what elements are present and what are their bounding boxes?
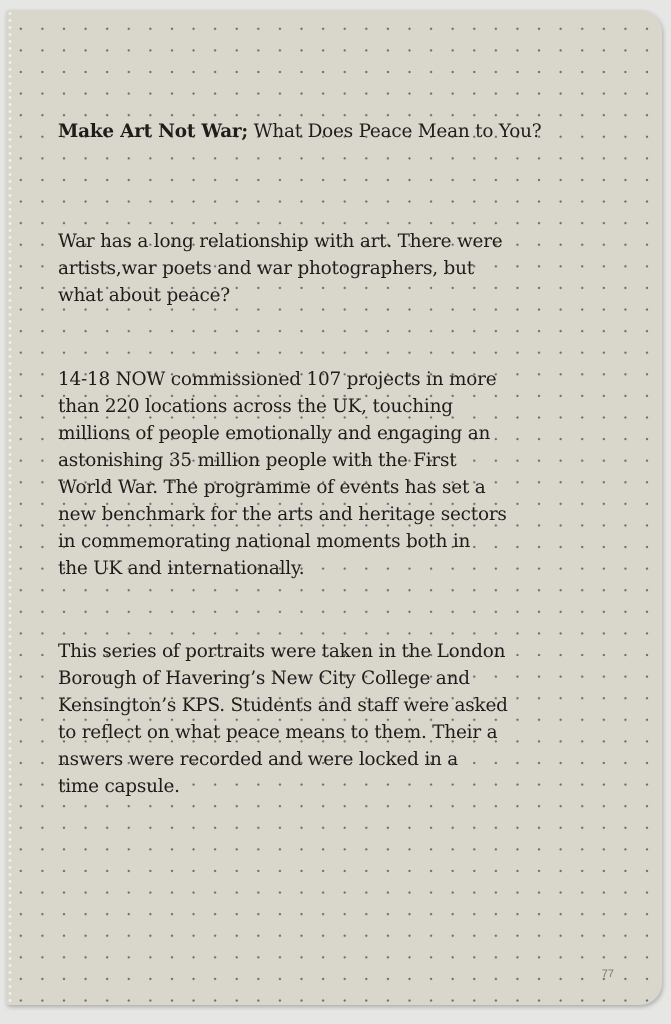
text-line: in commemorating national moments both in xyxy=(58,531,471,552)
notebook-page xyxy=(6,10,662,1005)
text-line: than 220 locations across the UK, touching xyxy=(58,396,453,417)
text-line: the UK and internationally. xyxy=(58,558,305,579)
text-line: what about peace? xyxy=(58,285,230,306)
page-number: 77 xyxy=(601,968,614,980)
text-line: War has a long relationship with art. There were xyxy=(58,231,503,252)
page-title xyxy=(58,118,618,145)
title-bold: Make Art Not War; xyxy=(58,121,248,142)
text-line: astonishing 35 million people with the First xyxy=(58,450,457,471)
text-line: Kensington’s KPS. Students and staff were asked xyxy=(58,695,508,716)
title-rest: What Does Peace Mean to You? xyxy=(248,121,542,142)
paragraph-portraits xyxy=(58,638,618,800)
text-line: millions of people emotionally and engaging an xyxy=(58,423,491,444)
text-line: nswers were recorded and were locked in a xyxy=(58,749,459,770)
text-line: artists,war poets and war photographers, but xyxy=(58,258,474,279)
paragraph-war-and-art xyxy=(58,228,618,309)
text-line: World War. The programme of events has set a xyxy=(58,477,486,498)
paragraph-14-18-now xyxy=(58,366,618,582)
text-line: Borough of Havering’s New City College and xyxy=(58,668,470,689)
text-line: This series of portraits were taken in the London xyxy=(58,641,506,662)
text-line: new benchmark for the arts and heritage sectors xyxy=(58,504,507,525)
text-line: to reflect on what peace means to them. Their a xyxy=(58,722,498,743)
text-line: time capsule. xyxy=(58,776,180,797)
text-line: 14-18 NOW commissioned 107 projects in more xyxy=(58,369,497,390)
